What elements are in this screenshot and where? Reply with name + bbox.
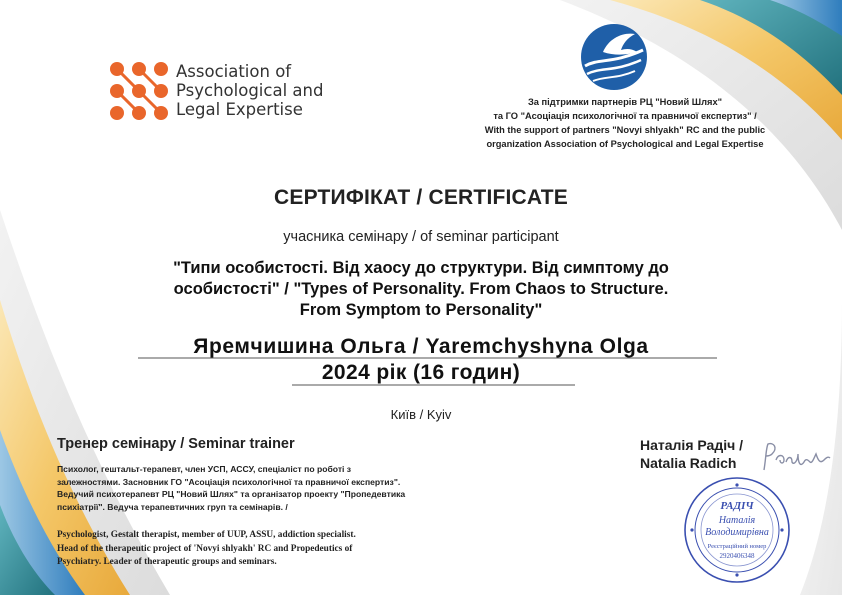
participant-label: учасника семінару / of seminar participant — [283, 229, 559, 245]
trainer-heading: Тренер семінару / Seminar trainer — [57, 436, 295, 452]
logo-line: Association of — [176, 62, 292, 81]
logo-line: Legal Expertise — [176, 100, 303, 119]
signatory-name-line: Natalia Radich — [640, 455, 737, 471]
stamp-surname: РАДІЧ — [720, 500, 754, 512]
logo-line: Psychological and — [176, 81, 324, 100]
trainer-ua-line: Психолог, гештальт-терапевт, член УСП, АССУ, спеціаліст по роботі з — [57, 464, 352, 474]
trainer-ua-line: психіатрії". Ведуча терапевтичних груп та семінарів. / — [57, 501, 288, 512]
trainer-description-ua — [57, 463, 427, 513]
seminar-title — [120, 258, 722, 321]
trainer-en-line: Head of the therapeutic project of 'Novyi shlyakh' RC and Propedeutics of — [57, 543, 353, 554]
dove-emblem-icon — [579, 22, 649, 92]
support-line: та ГО "Асоціація психологічної та правничої експертиз" / — [493, 111, 757, 121]
stamp-reg-label: Реєстраційний номер — [707, 543, 767, 550]
seminar-title-line: особистості" / "Types of Personality. From Chaos to Structure. — [173, 280, 669, 298]
support-line: За підтримки партнерів РЦ "Новий Шлях" — [527, 97, 723, 107]
stamp-given-name: Наталія — [718, 515, 756, 526]
certificate-title: СЕРТИФІКАТ / CERTIFICATE — [274, 186, 568, 209]
support-line: organization Association of Psychological and Legal Expertise — [486, 139, 764, 149]
signatory-name-line: Наталія Радіч / — [640, 437, 744, 453]
trainer-ua-line: залежностями. Засновник ГО "Асоціація психологічної та правничої експертиз". — [57, 476, 401, 487]
trainer-ua-line: Ведучий психотерапевт РЦ "Новий Шлях" та організатор проекту "Пропедевтика — [57, 489, 406, 500]
seminar-title-line: From Symptom to Personality" — [299, 301, 543, 319]
city: Київ / Kyiv — [390, 407, 452, 422]
seminar-title-line: "Типи особистості. Від хаосу до структури. Від симптому до — [173, 259, 669, 277]
participant-name: Яремчишина Ольга / Yaremchyshyna Olga — [193, 335, 649, 358]
partner-support-note — [440, 95, 810, 151]
support-line: With the support of partners "Novyi shlyakh" RC and the public — [484, 125, 766, 135]
signatory-name — [640, 436, 743, 472]
trainer-en-line: Psychiatry. Leader of therapeutic groups and seminars. — [57, 557, 277, 567]
stamp-reg-number: 2920406348 — [719, 552, 755, 560]
trainer-description-en — [57, 529, 427, 570]
year-and-hours: 2024 рік (16 годин) — [321, 361, 521, 384]
stamp-patronymic: Володимирівна — [705, 527, 769, 538]
handwritten-signature — [760, 440, 832, 474]
trainer-en-line: Psychologist, Gestalt therapist, member of UUP, ASSU, addiction specialist. — [57, 530, 356, 540]
association-logo-text — [176, 62, 323, 119]
dots-network-icon — [108, 60, 170, 122]
